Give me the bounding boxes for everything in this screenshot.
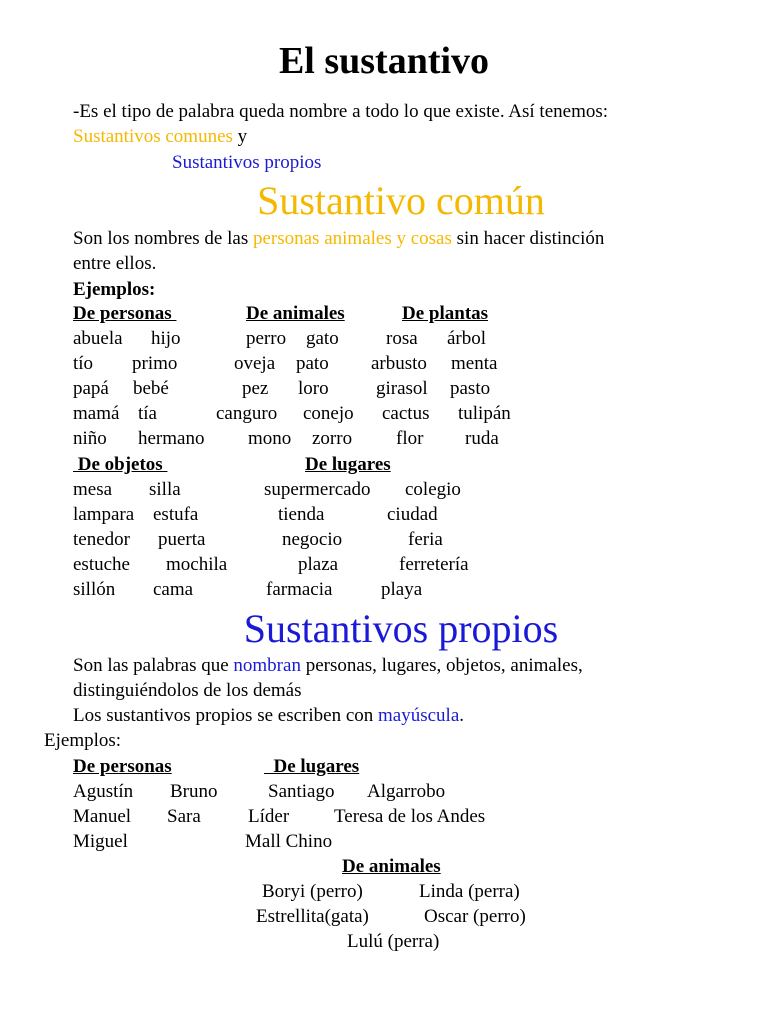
list-item: pez — [242, 378, 269, 399]
list-item: ciudad — [387, 504, 438, 525]
propio-description: Son las palabras que nombran personas, lugares, objetos, animales, — [73, 655, 583, 676]
list-item: tenedor — [73, 529, 130, 550]
list-item: puerta — [158, 529, 206, 550]
list-item: Boryi (perro) — [262, 881, 363, 902]
intro-line2: Sustantivos comunes y — [73, 126, 248, 147]
header-propio-lugares: De lugares — [264, 756, 360, 777]
comun-heading: Sustantivo común — [257, 178, 545, 223]
list-item: cactus — [382, 403, 430, 424]
list-item: Bruno — [170, 781, 218, 802]
list-item: Sara — [167, 806, 201, 827]
list-item: Manuel — [73, 806, 132, 827]
list-item: mono — [248, 428, 292, 449]
list-item: Teresa de los Andes — [334, 806, 486, 827]
list-item: silla — [149, 479, 181, 500]
list-item: papá — [73, 378, 109, 399]
list-item: canguro — [216, 403, 278, 424]
list-item: flor — [396, 428, 424, 449]
list-item: hermano — [138, 428, 205, 449]
mayuscula-highlight: mayúscula — [378, 705, 460, 726]
list-item: Linda (perra) — [419, 881, 520, 902]
header-propio-personas: De personas — [73, 756, 172, 777]
list-item: feria — [408, 529, 443, 550]
list-item: mesa — [73, 479, 113, 500]
list-item: sillón — [73, 579, 116, 600]
list-item: pato — [296, 353, 329, 374]
list-item: niño — [73, 428, 107, 449]
list-item: ferretería — [399, 554, 469, 575]
list-item: tío — [73, 353, 94, 374]
list-item: tienda — [278, 504, 325, 525]
list-item: playa — [381, 579, 423, 600]
propio-ejemplos-label: Ejemplos: — [44, 730, 122, 751]
propio-heading: Sustantivos propios — [243, 606, 559, 651]
list-item: conejo — [303, 403, 354, 424]
list-item: árbol — [447, 328, 487, 349]
intro-text: -Es el tipo de palabra queda nombre a todo lo que existe. Así tenemos: — [73, 101, 609, 122]
list-item: mochila — [166, 554, 228, 575]
comun-description-line2: entre ellos. — [73, 253, 157, 274]
list-item: tía — [138, 403, 157, 424]
page-title: El sustantivo — [278, 40, 490, 82]
header-objetos: De objetos — [73, 454, 168, 475]
list-item: loro — [298, 378, 329, 399]
list-item: mamá — [73, 403, 120, 424]
list-item: lampara — [73, 504, 135, 525]
list-item: supermercado — [264, 479, 371, 500]
list-item: zorro — [312, 428, 353, 449]
list-item: arbusto — [371, 353, 427, 374]
list-item: abuela — [73, 328, 123, 349]
list-item: Líder — [248, 806, 290, 827]
list-item: cama — [153, 579, 194, 600]
list-item: primo — [132, 353, 178, 374]
list-item: hijo — [151, 328, 181, 349]
list-item: perro — [246, 328, 287, 349]
comun-highlight: personas animales y cosas — [252, 228, 452, 249]
comun-ejemplos-label: Ejemplos: — [73, 279, 156, 300]
list-item: plaza — [298, 554, 339, 575]
list-item: ruda — [465, 428, 499, 449]
list-item: Lulú (perra) — [347, 931, 440, 952]
comunes-highlight: Sustantivos comunes — [73, 126, 233, 147]
list-item: girasol — [376, 378, 428, 399]
comun-description: Son los nombres de las personas animales y cosas sin hacer distinción — [73, 228, 605, 249]
list-item: colegio — [405, 479, 461, 500]
list-item: Oscar (perro) — [424, 906, 526, 927]
list-item: oveja — [234, 353, 276, 374]
list-item: estuche — [73, 554, 130, 575]
header-animales: De animales — [246, 303, 345, 324]
list-item: gato — [306, 328, 339, 349]
list-item: negocio — [282, 529, 343, 550]
list-item: Mall Chino — [245, 831, 333, 852]
list-item: Santiago — [268, 781, 335, 802]
list-item: pasto — [450, 378, 491, 399]
list-item: farmacia — [266, 579, 333, 600]
list-item: rosa — [386, 328, 418, 349]
header-propio-animales: De animales — [342, 856, 441, 877]
list-item: bebé — [133, 378, 169, 399]
propio-description-line2: distinguiéndolos de los demás — [73, 680, 302, 701]
list-item: menta — [451, 353, 498, 374]
list-item: estufa — [153, 504, 199, 525]
list-item: Miguel — [73, 831, 128, 852]
propios-highlight: Sustantivos propios — [172, 152, 322, 173]
mayuscula-note: Los sustantivos propios se escriben con mayúscula. — [73, 705, 465, 726]
nombran-highlight: nombran — [233, 655, 301, 676]
list-item: Estrellita(gata) — [256, 906, 369, 927]
list-item: tulipán — [458, 403, 511, 424]
list-item: Agustín — [73, 781, 134, 802]
list-item: Algarrobo — [367, 781, 446, 802]
header-personas: De personas — [73, 303, 177, 324]
header-lugares: De lugares — [305, 454, 391, 475]
header-plantas: De plantas — [402, 303, 489, 324]
